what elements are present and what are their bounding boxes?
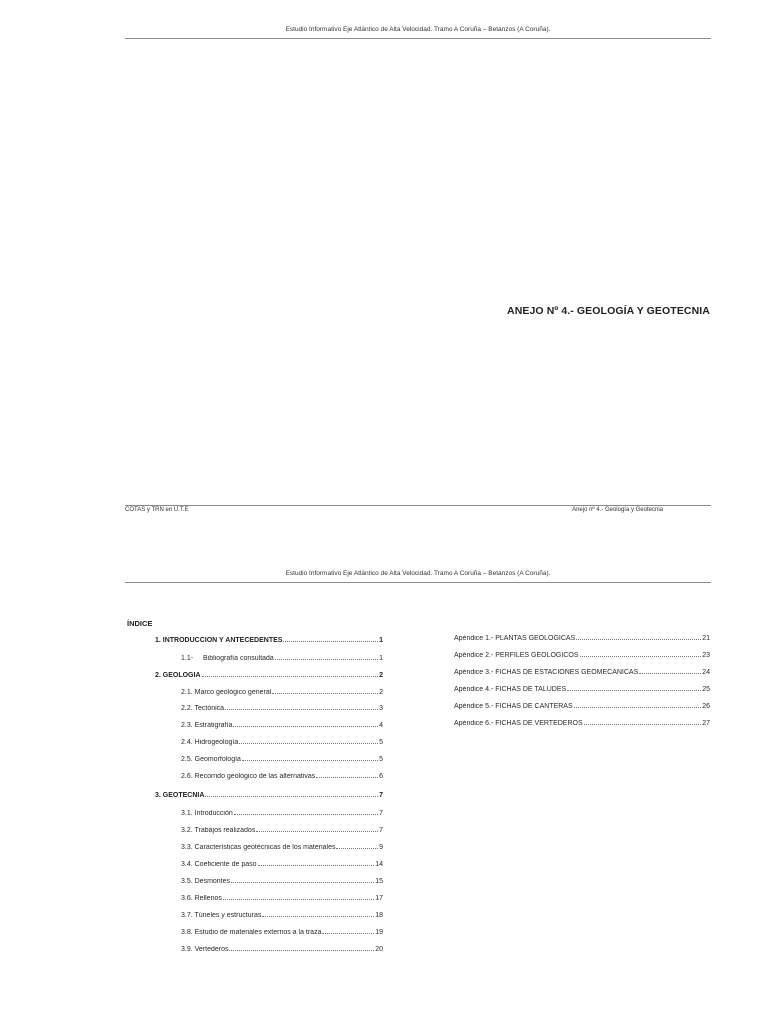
toc-entry-page: 5 — [379, 756, 383, 763]
toc-entry-text: Apéndice 1.- PLANTAS GEOLÓGICAS — [454, 635, 576, 642]
toc-entry-page: 1 — [379, 637, 383, 644]
toc-entry-text: Bibliografía consultada — [203, 655, 274, 662]
toc-leader-dots — [223, 899, 374, 900]
toc-leader-dots — [574, 707, 702, 708]
toc-entry — [181, 929, 383, 936]
toc-entry-label — [181, 756, 241, 763]
annex-title: ANEJO Nº 4.- GEOLOGÍA Y GEOTECNIA — [507, 305, 710, 317]
toc-entry-text: 3.2. Trabajos realizados — [181, 827, 256, 834]
footer-rule — [125, 505, 711, 506]
toc-entry-text: Apéndice 5.- FICHAS DE CANTERAS — [454, 703, 573, 710]
toc-leader-dots — [336, 848, 378, 849]
toc-entry — [181, 705, 383, 712]
toc-entry-page: 27 — [702, 720, 710, 727]
toc-entry — [181, 844, 383, 851]
toc-entry-page: 3 — [379, 705, 383, 712]
toc-entry-label — [181, 810, 233, 817]
toc-entry — [155, 792, 383, 799]
toc-entry-page: 23 — [702, 652, 710, 659]
toc-entry-label — [454, 635, 575, 642]
toc-entry — [454, 703, 710, 710]
toc-leader-dots — [262, 916, 374, 917]
toc-entry-text: 3.4. Coeficiente de paso — [181, 861, 257, 868]
toc-entry-label — [155, 637, 282, 644]
toc-entry-text: Apéndice 6.- FICHAS DE VERTEDEROS — [454, 720, 583, 727]
toc-entry-page: 2 — [379, 689, 383, 696]
toc-entry-page: 25 — [702, 686, 710, 693]
toc-entry-page: 4 — [379, 722, 383, 729]
toc-leader-dots — [580, 656, 702, 657]
toc-entry-page: 21 — [702, 635, 710, 642]
toc-entry-text: Apéndice 2.- PERFILES GEOLÓGICOS — [454, 652, 579, 659]
toc-leader-dots — [275, 659, 378, 660]
toc-entry-number: 1.1- — [181, 655, 194, 662]
toc-entry-text: 2.5. Geomorfología — [181, 756, 241, 763]
toc-entry-label — [181, 895, 222, 902]
toc-entry-label — [181, 722, 232, 729]
toc-entry-label — [454, 652, 579, 659]
footer-left: COTAS y TRN en U.T.E — [125, 507, 189, 513]
toc-entry-page: 9 — [379, 844, 383, 851]
toc-leader-dots — [234, 814, 378, 815]
toc-leader-dots — [316, 777, 378, 778]
toc-entry-page: 26 — [702, 703, 710, 710]
toc-entry-label — [181, 878, 230, 885]
toc-entry — [181, 756, 383, 763]
toc-entry-page: 14 — [375, 861, 383, 868]
toc-entry-page: 6 — [379, 773, 383, 780]
running-header: Estudio Informativo Eje Atlántico de Alta Velocidad. Tramo A Coruña – Betanzos (A Coruña). — [285, 26, 551, 33]
toc-entry-text: 3.9. Vertederos — [181, 946, 229, 953]
toc-entry-label — [454, 686, 566, 693]
toc-entry — [454, 635, 710, 642]
toc-entry-text: 2.3. Estratigrafía — [181, 722, 233, 729]
toc-entry-label — [181, 861, 257, 868]
toc-entry-text: 2. GEOLOGÍA — [155, 672, 201, 679]
toc-leader-dots — [202, 676, 379, 677]
toc-entry-label — [454, 703, 573, 710]
toc-entry-label — [181, 827, 255, 834]
toc-entry — [181, 655, 383, 662]
toc-entry-label — [181, 929, 321, 936]
footer-right: Anejo nº 4.- Geología y Geotecnia — [572, 507, 663, 513]
toc-entry-text: Apéndice 3.- FICHAS DE ESTACIONES GEOMECÁNICAS — [454, 669, 639, 676]
toc-entry-page: 7 — [379, 827, 383, 834]
toc-entry-page: 17 — [375, 895, 383, 902]
toc-entry — [454, 686, 710, 693]
toc-entry-text: 3.6. Rellenos — [181, 895, 222, 902]
toc-leader-dots — [233, 726, 378, 727]
toc-entry-text: 3.8. Estudio de materiales externos a la traza — [181, 929, 322, 936]
toc-entry-page: 20 — [375, 946, 383, 953]
toc-entry-label — [454, 669, 638, 676]
toc-entry-label — [181, 946, 228, 953]
toc-entry — [181, 810, 383, 817]
toc-leader-dots — [639, 673, 701, 674]
toc-entry-page: 19 — [375, 929, 383, 936]
toc-entry-page: 7 — [379, 810, 383, 817]
toc-entry — [181, 878, 383, 885]
toc-leader-dots — [229, 950, 374, 951]
toc-leader-dots — [576, 639, 701, 640]
toc-entry-label — [155, 672, 201, 679]
toc-entry-text: 3.7. Túneles y estructuras — [181, 912, 262, 919]
toc-entry-text: Apéndice 4.- FICHAS DE TALUDES — [454, 686, 567, 693]
header-rule-2 — [125, 582, 711, 583]
toc-leader-dots — [322, 933, 374, 934]
toc-leader-dots — [584, 724, 702, 725]
header-rule — [125, 38, 711, 39]
toc-entry-page: 15 — [375, 878, 383, 885]
toc-entry-page: 7 — [379, 792, 383, 799]
toc-entry-text: 3.3. Características geotécnicas de los materiales — [181, 844, 336, 851]
toc-entry — [155, 672, 383, 679]
toc-entry-text: 2.6. Recorrido geológico de las alternativas — [181, 773, 316, 780]
toc-entry-label — [155, 792, 204, 799]
toc-entry — [181, 946, 383, 953]
toc-leader-dots — [242, 760, 378, 761]
toc-entry-label — [181, 689, 271, 696]
toc-entry-label — [181, 739, 238, 746]
toc-entry-page: 2 — [379, 672, 383, 679]
toc-entry — [454, 669, 710, 676]
toc-entry-page: 18 — [375, 912, 383, 919]
toc-entry-text: 1. INTRODUCCIÓN Y ANTECEDENTES — [155, 637, 283, 644]
toc-leader-dots — [272, 693, 378, 694]
toc-entry — [155, 637, 383, 644]
toc-entry-label — [181, 912, 261, 919]
toc-entry-text: 3.1. Introducción — [181, 810, 233, 817]
toc-leader-dots — [225, 709, 378, 710]
toc-entry-label — [454, 720, 583, 727]
toc-leader-dots — [205, 796, 378, 797]
toc-entry — [181, 827, 383, 834]
toc-entry-text: 3.5. Desmontes — [181, 878, 231, 885]
toc-entry-label — [181, 705, 224, 712]
toc-entry — [454, 652, 710, 659]
toc-leader-dots — [256, 831, 378, 832]
toc-leader-dots — [239, 743, 378, 744]
toc-leader-dots — [231, 882, 374, 883]
toc-entry-label — [181, 773, 315, 780]
toc-entry — [181, 861, 383, 868]
toc-entry-text: 2.1. Marco geológico general — [181, 689, 272, 696]
toc-leader-dots — [567, 690, 701, 691]
toc-entry-text: 2.4. Hidrogeología — [181, 739, 239, 746]
index-title: ÍNDICE — [127, 619, 153, 628]
toc-entry — [454, 720, 710, 727]
toc-entry-label — [181, 655, 274, 662]
toc-entry — [181, 689, 383, 696]
toc-leader-dots — [283, 641, 378, 642]
toc-entry — [181, 895, 383, 902]
toc-entry-page: 24 — [702, 669, 710, 676]
toc-entry — [181, 722, 383, 729]
toc-entry-page: 5 — [379, 739, 383, 746]
toc-entry — [181, 912, 383, 919]
toc-leader-dots — [258, 865, 375, 866]
running-header-2: Estudio Informativo Eje Atlántico de Alta Velocidad. Tramo A Coruña – Betanzos (A Coruña). — [285, 570, 551, 577]
toc-entry — [181, 773, 383, 780]
toc-entry-text: 3. GEOTECNIA — [155, 792, 205, 799]
toc-entry-text: 2.2. Tectónica — [181, 705, 225, 712]
toc-entry — [181, 739, 383, 746]
toc-entry-page: 1 — [379, 655, 383, 662]
toc-entry-label — [181, 844, 335, 851]
